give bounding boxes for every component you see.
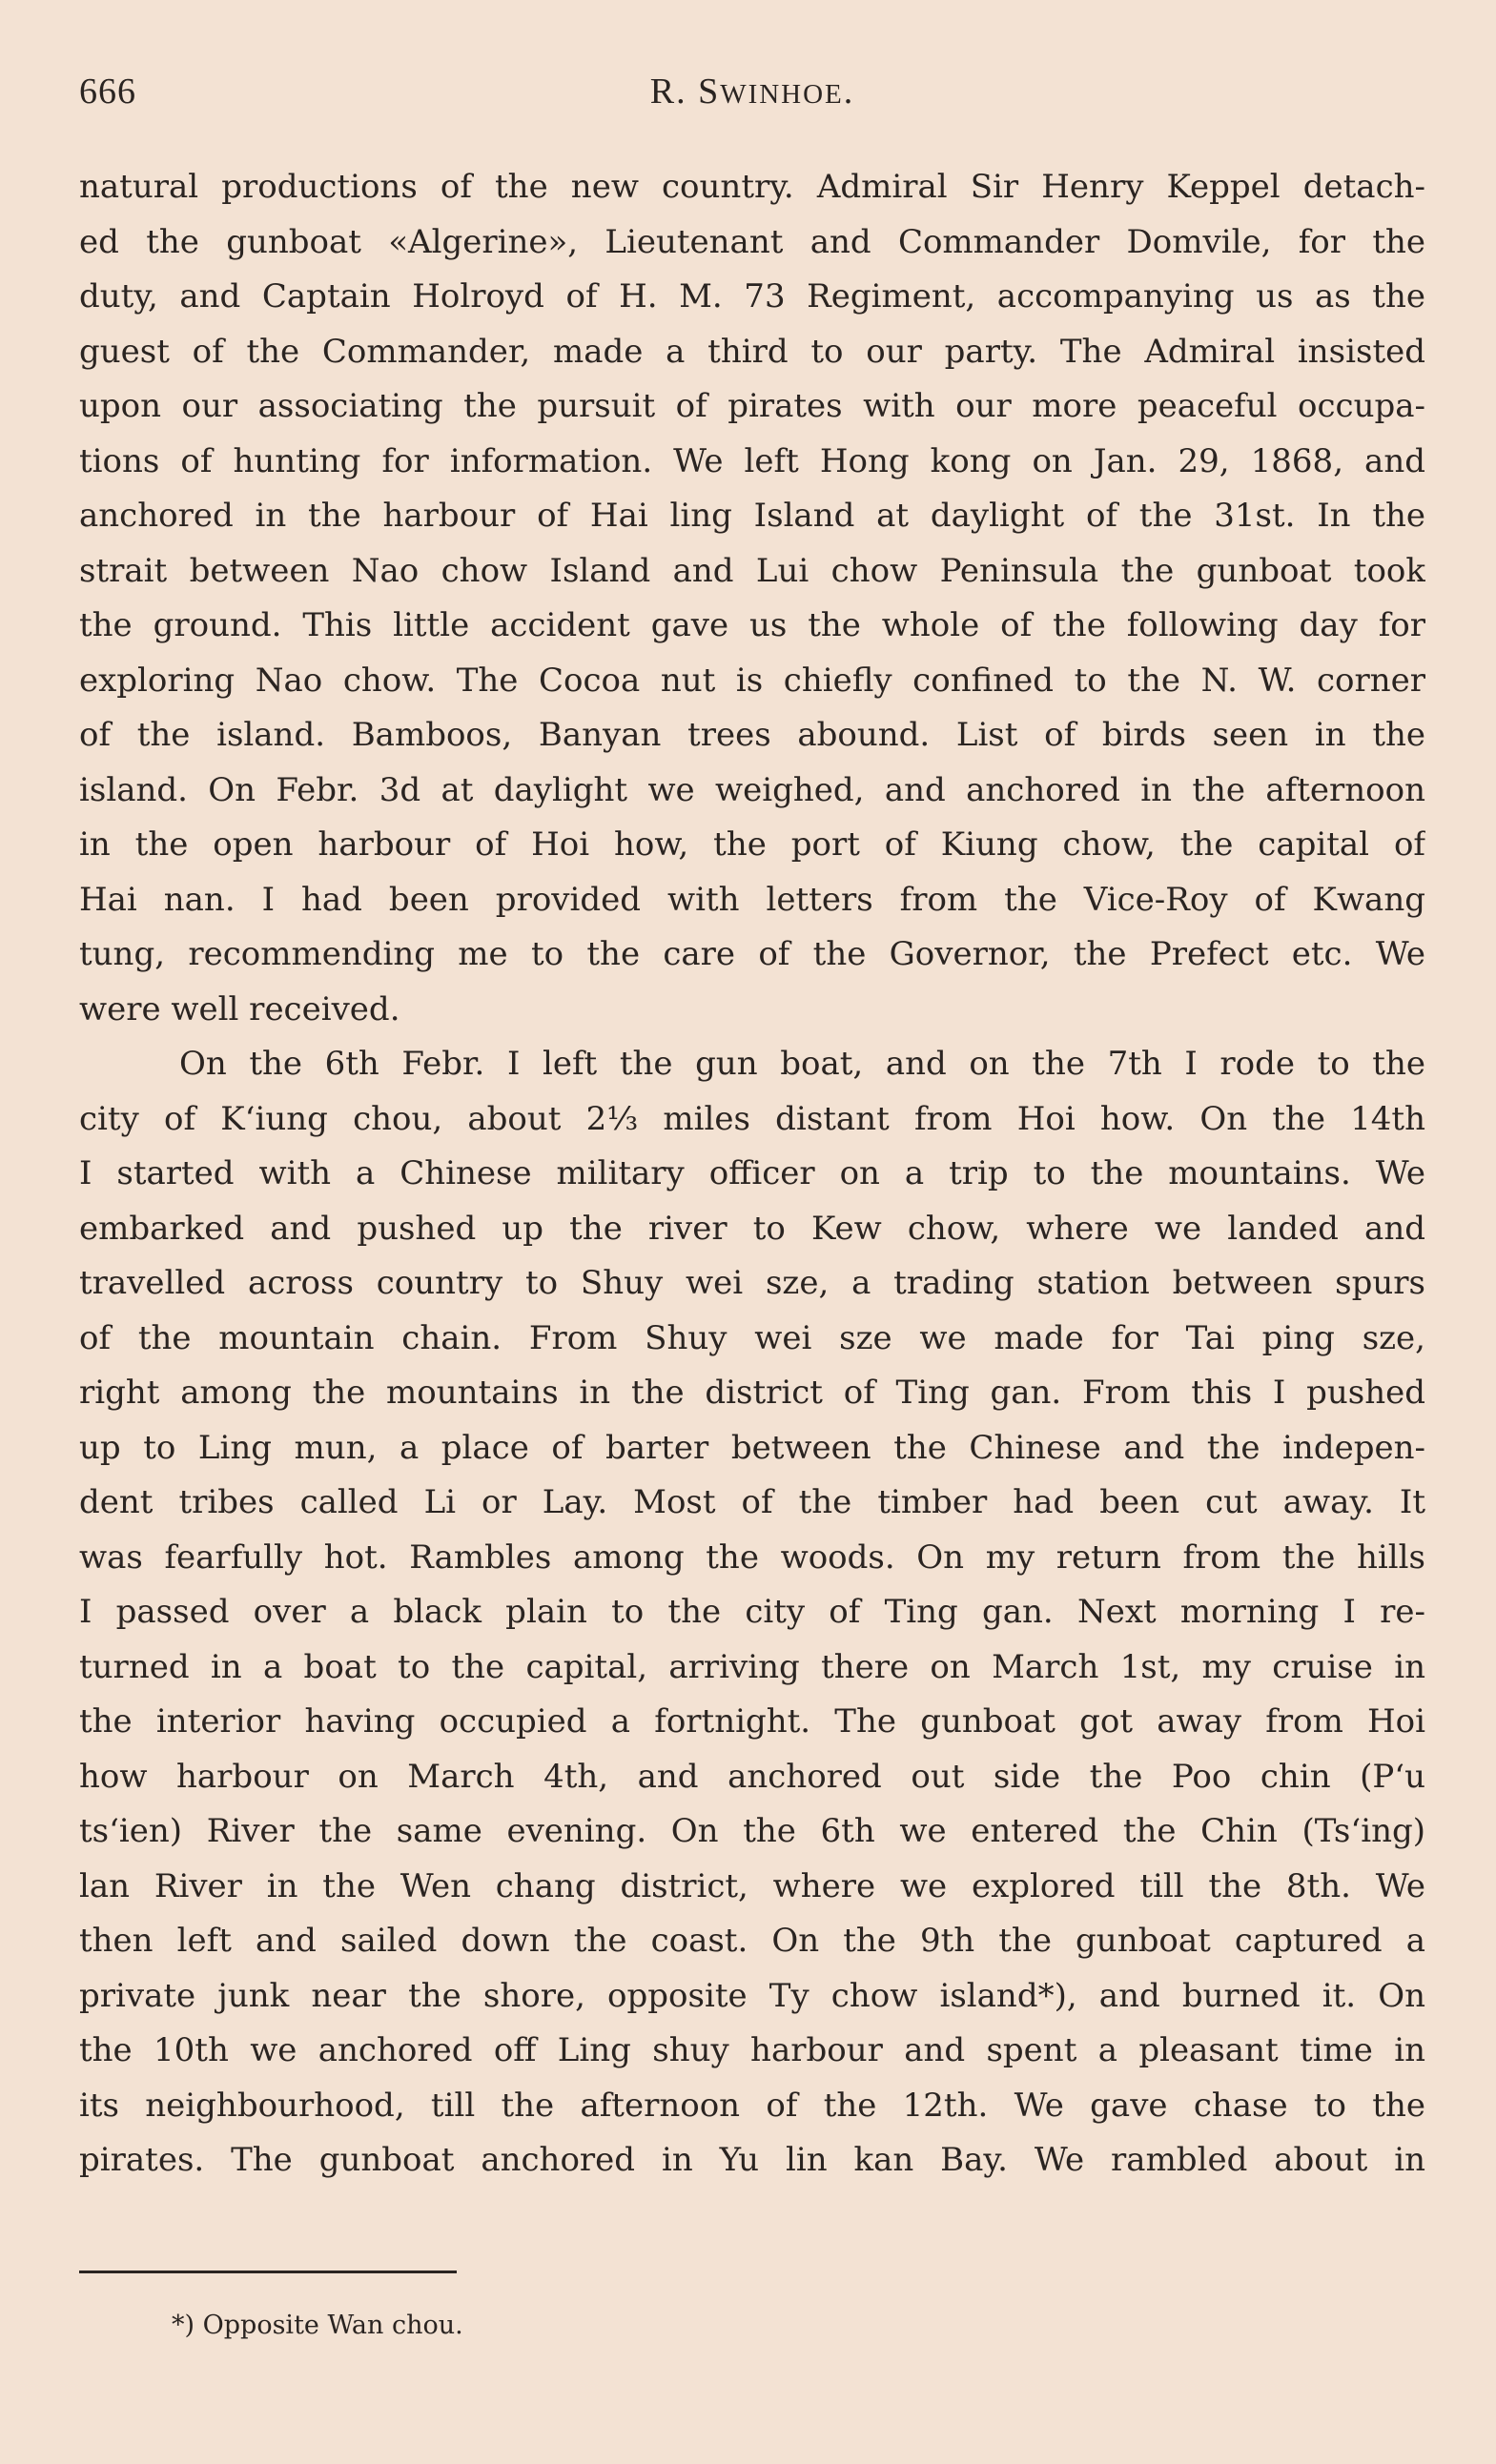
footnote: *) Opposite Wan chou.	[172, 2311, 463, 2340]
text-line: in the open harbour of Hoi how, the port of Kiung chow, the capital of	[79, 825, 1425, 864]
text-line: embarked and pushed up the river to Kew chow, where we landed and	[79, 1209, 1425, 1248]
text-line: the 10th we anchored off Ling shuy harbour and spent a pleasant time in	[79, 2031, 1425, 2069]
text-line: up to Ling mun, a place of barter between the Chinese and the indepen-	[79, 1428, 1425, 1467]
text-line: I started with a Chinese military officer on a trip to the mountains. We	[79, 1154, 1425, 1192]
text-line: guest of the Commander, made a third to our party. The Admiral insisted	[79, 332, 1425, 371]
page-number: 666	[79, 71, 136, 112]
text-line: ed the gunboat «Algerine», Lieutenant and Commander Domvile, for the	[79, 222, 1425, 261]
text-line: On the 6th Febr. I left the gun boat, and on the 7th I rode to the	[179, 1045, 1425, 1083]
text-line: natural productions of the new country. Admiral Sir Henry Keppel detach-	[79, 168, 1425, 206]
text-line: lan River in the Wen chang district, where we explored till the 8th. We	[79, 1866, 1425, 1905]
text-line: private junk near the shore, opposite Ty chow island*), and burned it. On	[79, 1976, 1425, 2015]
text-line: island. On Febr. 3d at daylight we weighed, and anchored in the afternoon	[79, 770, 1425, 809]
text-line: strait between Nao chow Island and Lui chow Peninsula the gunboat took	[79, 551, 1425, 590]
text-line: were well received.	[79, 989, 400, 1028]
text-line: exploring Nao chow. The Cocoa nut is chiefly confined to the N. W. corner	[79, 661, 1425, 700]
text-line: dent tribes called Li or Lay. Most of the timber had been cut away. It	[79, 1483, 1425, 1521]
text-line: how harbour on March 4th, and anchored out side the Poo chin (Pʻu	[79, 1757, 1425, 1796]
text-line: pirates. The gunboat anchored in Yu lin kan Bay. We rambled about in	[79, 2141, 1425, 2179]
text-line: of the island. Bamboos, Banyan trees abound. List of birds seen in the	[79, 716, 1425, 754]
text-line: was fearfully hot. Rambles among the woods. On my return from the hills	[79, 1537, 1425, 1577]
text-line: Hai nan. I had been provided with letters from the Vice-Roy of Kwang	[79, 880, 1425, 919]
text-line: I passed over a black plain to the city of Ting gan. Next morning I re-	[79, 1593, 1425, 1631]
text-line: tung, recommending me to the care of the Governor, the Prefect etc. We	[79, 935, 1425, 973]
text-line: turned in a boat to the capital, arriving there on March 1st, my cruise in	[79, 1647, 1425, 1686]
text-line: right among the mountains in the district of Ting gan. From this I pushed	[79, 1374, 1425, 1412]
text-line: the interior having occupied a fortnight. The gunboat got away from Hoi	[79, 1702, 1425, 1741]
text-line: anchored in the harbour of Hai ling Island at daylight of the 31st. In the	[79, 497, 1425, 535]
text-line: duty, and Captain Holroyd of H. M. 73 Regiment, accompanying us as the	[79, 277, 1425, 316]
text-line: city of Kʻiung chou, about 2⅓ miles distant from Hoi how. On the 14th	[79, 1099, 1425, 1138]
text-line: of the mountain chain. From Shuy wei sze we made for Tai ping sze,	[79, 1318, 1425, 1357]
text-line: tsʻien) River the same evening. On the 6th we entered the Chin (Tsʻing)	[79, 1812, 1425, 1850]
text-line: the ground. This little accident gave us the whole of the following day for	[79, 606, 1425, 644]
body-text	[79, 160, 1425, 2189]
text-line: travelled across country to Shuy wei sze, a trading station between spurs	[79, 1264, 1425, 1302]
text-line: its neighbourhood, till the afternoon of the 12th. We gave chase to the	[79, 2086, 1425, 2125]
page-header	[79, 63, 1425, 120]
text-line: upon our associating the pursuit of pirates with our more peaceful occupa-	[79, 387, 1425, 425]
text-line: then left and sailed down the coast. On the 9th the gunboat captured a	[79, 1922, 1425, 1960]
text-line: tions of hunting for information. We left Hong kong on Jan. 29, 1868, and	[79, 441, 1425, 480]
footnote-divider	[79, 2271, 457, 2273]
running-head: R. SWINHOE.	[649, 71, 855, 112]
